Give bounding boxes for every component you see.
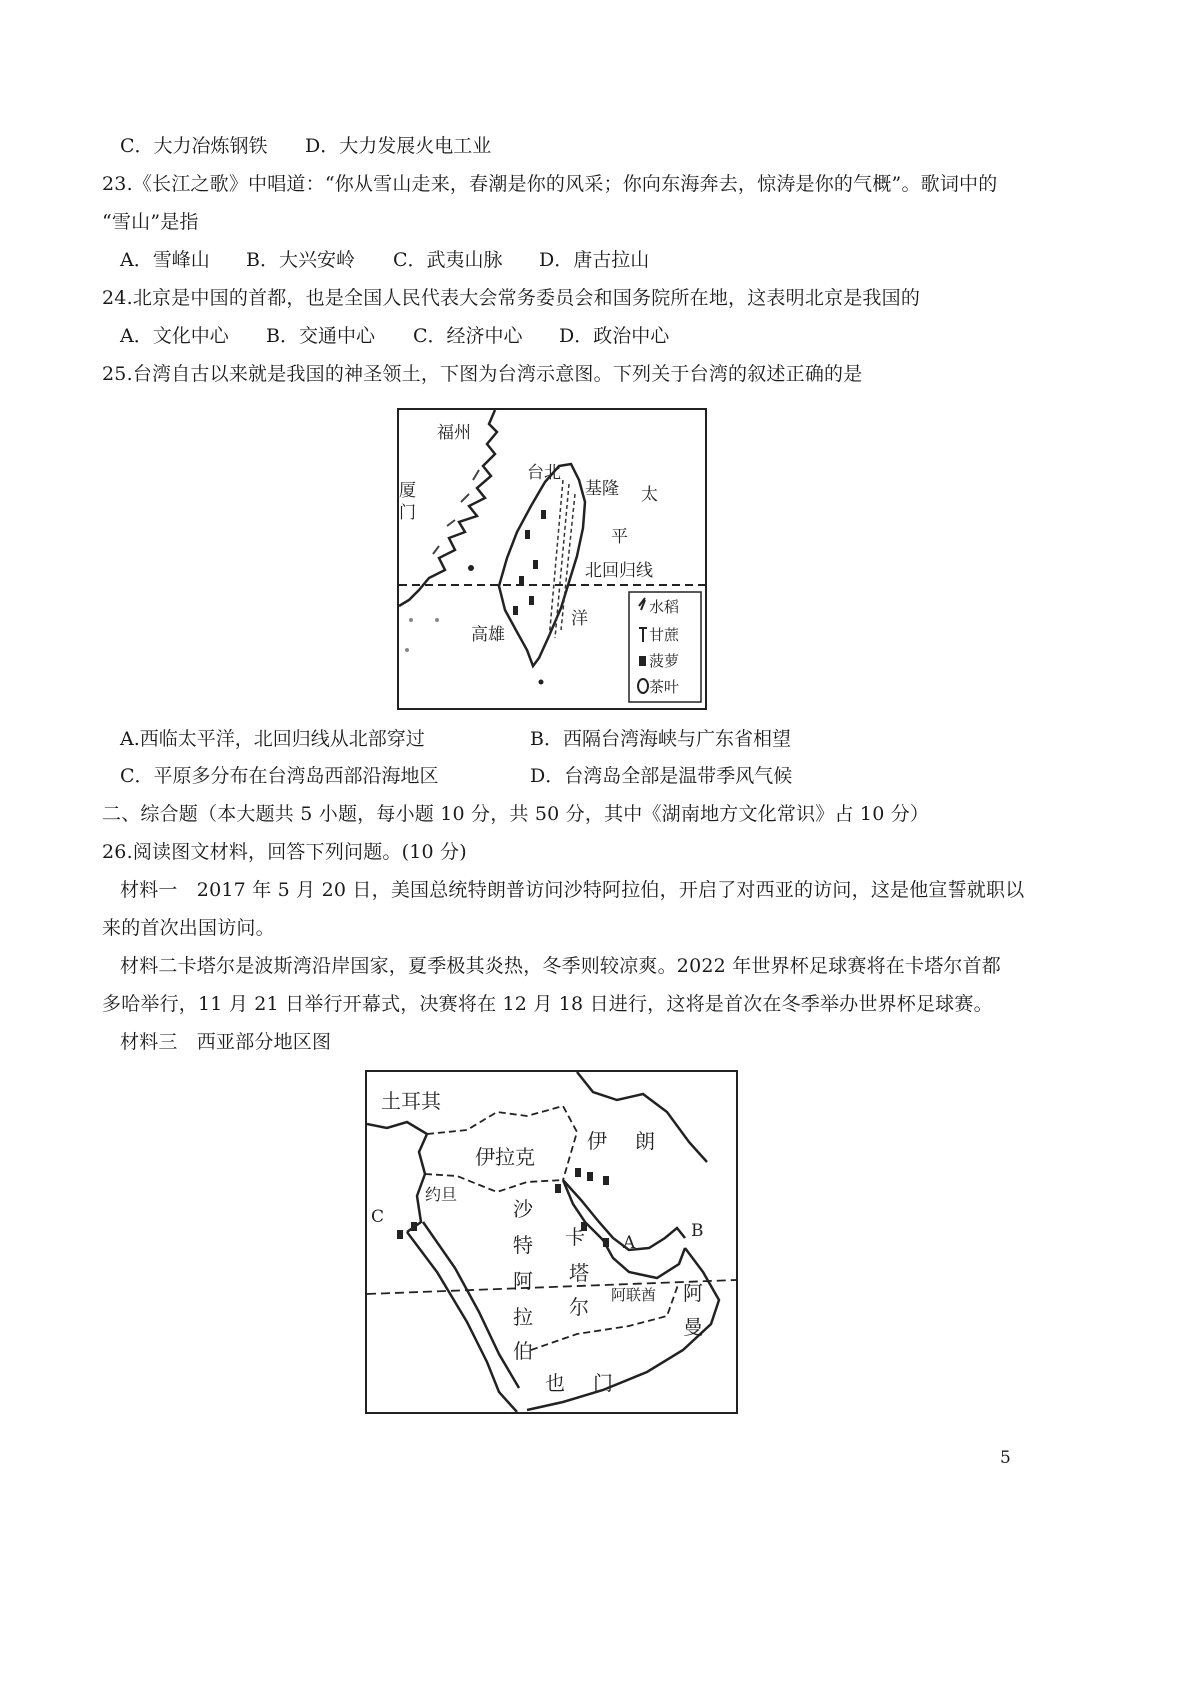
label-iran-1: 伊 xyxy=(587,1129,607,1153)
q24-option-b: B．交通中心 xyxy=(266,325,375,347)
q24-stem: 24.北京是中国的首都，也是全国人民代表大会常务委员会和国务院所在地，这表明北京是我国的 xyxy=(102,287,921,309)
label-turkey: 土耳其 xyxy=(381,1089,441,1113)
label-iran-2: 朗 xyxy=(635,1129,655,1153)
label-saudi-2: 特 xyxy=(513,1233,533,1257)
q22-option-c: C．大力冶炼钢铁 xyxy=(120,135,268,157)
q25-option-b: B．西隔台湾海峡与广东省相望 xyxy=(530,728,791,750)
label-taibei: 台北 xyxy=(527,463,561,483)
label-iraq: 伊拉克 xyxy=(475,1145,535,1169)
taiwan-map-svg xyxy=(399,410,705,708)
q24-option-d: D．政治中心 xyxy=(559,325,670,347)
label-jordan: 约旦 xyxy=(425,1185,458,1204)
q26-material1-line2: 来的首次出国访问。 xyxy=(102,917,275,939)
q26-material2-line2: 多哈举行，11 月 21 日举行开幕式，决赛将在 12 月 18 日进行，这将是首次在冬季举办世界杯足球赛。 xyxy=(102,993,993,1015)
section2-heading: 二、综合题（本大题共 5 小题，每小题 10 分，共 50 分，其中《湖南地方文化常识》占 10 分） xyxy=(102,803,930,825)
legend-tea: 茶叶 xyxy=(649,678,680,696)
label-yemen-2: 门 xyxy=(593,1371,613,1395)
label-qatar-2: 塔 xyxy=(569,1261,589,1285)
west-asia-map-svg xyxy=(367,1072,736,1412)
legend-sugarcane: 甘蔗 xyxy=(649,626,680,644)
label-oman-2: 曼 xyxy=(683,1315,703,1339)
red-sea-west-coast xyxy=(407,1232,517,1412)
legend-rice: 水稻 xyxy=(649,598,680,616)
label-ping: 平 xyxy=(611,527,628,547)
q24-option-a: A．文化中心 xyxy=(120,325,229,347)
q23-stem-line2: “雪山”是指 xyxy=(102,211,199,233)
q26-material1-line1: 材料一 2017 年 5 月 20 日，美国总统特朗普访问沙特阿拉伯，开启了对西亚的访问，这是他宣誓就职以 xyxy=(120,879,1025,901)
label-qatar-1: 卡 xyxy=(565,1225,585,1249)
red-sea-east-coast xyxy=(423,1222,519,1388)
q25-option-c: C．平原多分布在台湾岛西部沿海地区 xyxy=(120,765,439,787)
label-xiamen-2: 门 xyxy=(399,503,416,523)
label-gaoxiong: 高雄 xyxy=(471,625,505,645)
label-saudi-4: 拉 xyxy=(513,1305,533,1329)
label-qatar-3: 尔 xyxy=(569,1295,589,1319)
pineapple-icon xyxy=(639,656,646,666)
label-saudi-3: 阿 xyxy=(513,1269,533,1293)
page-number: 5 xyxy=(1000,1448,1011,1468)
q22-option-d: D．大力发展火电工业 xyxy=(305,135,492,157)
label-point-b: B xyxy=(691,1221,704,1241)
q26-stem: 26.阅读图文材料，回答下列问题。(10 分) xyxy=(102,841,467,863)
label-oman-1: 阿 xyxy=(683,1281,703,1305)
q23-option-c: C．武夷山脉 xyxy=(393,249,503,271)
legend-pineapple: 菠萝 xyxy=(649,652,680,670)
label-uae: 阿联酋 xyxy=(611,1286,657,1304)
q26-material3: 材料三 西亚部分地区图 xyxy=(120,1031,332,1053)
label-tropic: 北回归线 xyxy=(585,561,653,581)
label-saudi-5: 伯 xyxy=(513,1339,533,1363)
label-yemen-1: 也 xyxy=(545,1371,565,1395)
label-point-a: A xyxy=(623,1233,636,1253)
q26-material2-line1: 材料二卡塔尔是波斯湾沿岸国家，夏季极其炎热，冬季则较凉爽。2022 年世界杯足球赛将在卡塔尔首都 xyxy=(120,955,1001,977)
label-xiamen-1: 厦 xyxy=(399,481,416,501)
tropic-line xyxy=(367,1280,736,1294)
border-yemen xyxy=(531,1282,679,1350)
map-legend xyxy=(629,592,701,702)
q25-option-d: D．台湾岛全部是温带季风气候 xyxy=(530,765,793,787)
label-saudi-1: 沙 xyxy=(513,1197,533,1221)
label-fuzhou: 福州 xyxy=(437,423,471,443)
taiwan-island xyxy=(499,464,585,666)
label-yang: 洋 xyxy=(571,609,588,629)
q23-stem-line1: 23.《长江之歌》中唱道：“你从雪山走来，春潮是你的风采；你向东海奔去，惊涛是你的气概”。歌词中的 xyxy=(102,173,998,195)
label-jilong: 基隆 xyxy=(585,479,619,499)
q23-option-d: D．唐古拉山 xyxy=(539,249,650,271)
q25-stem: 25.台湾自古以来就是我国的神圣领土，下图为台湾示意图。下列关于台湾的叙述正确的是 xyxy=(102,363,863,385)
q25-option-a: A.西临太平洋，北回归线从北部穿过 xyxy=(120,728,425,750)
west-asia-map xyxy=(365,1070,738,1414)
label-point-c: C xyxy=(371,1207,385,1227)
taiwan-map xyxy=(397,408,707,710)
q23-option-b: B．大兴安岭 xyxy=(246,249,355,271)
label-tai: 太 xyxy=(641,485,658,505)
q23-option-a: A．雪峰山 xyxy=(120,249,210,271)
q24-option-c: C．经济中心 xyxy=(413,325,523,347)
